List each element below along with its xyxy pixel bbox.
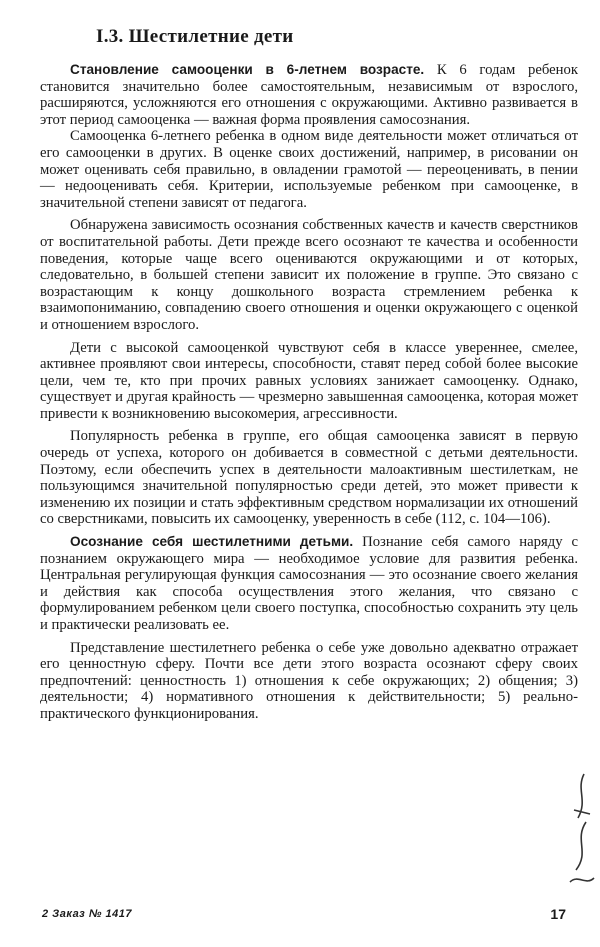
paragraph-7: Представление шестилетнего ребенка о себе уже довольно адекватно отражает его ценностную сферу. Почти все дети этого возраста осознают сферу своих предпочтений: ценностность 1) отношения к себе окружающих; 2) общения; 3) деятельности; 4) нормативного отношения к действительности; 5) реально-практического функционирования. bbox=[40, 639, 578, 722]
paragraph-5: Популярность ребенка в группе, его общая самооценка зависят в первую очередь от успеха, которого он добивается в совместной с детьми деятельности. Поэтому, если обеспечить успех в деятельности малоактивным шестилеткам, не пользующимся значительной популярностью среди детей, это может привести к изменению их позиции и стать эффективным средством нормализации их отношений со сверстниками, повысить их самооценку, уверенность в себе (112, с. 104—106). bbox=[40, 428, 578, 528]
document-page bbox=[40, 26, 578, 926]
paragraph-3: Обнаружена зависимость осознания собственных качеств и качеств сверстников от воспитательной работы. Дети прежде всего осознают те качества и особенности поведения, которые чаще всего оцениваются окружающими и от которых, следовательно, в большей степени зависит их положение в группе. Это связано с возрастающим к концу дошкольного возраста стремлением ребенка к взаимопониманию, совпадению своего отношения и оценки окружающего с оценкой и отношением взрослого. bbox=[40, 217, 578, 333]
runin-heading-1: Становление самооценки в 6-летнем возрасте. bbox=[70, 62, 425, 77]
paragraph-6-text: Познание себя самого наряду с познанием окружающего мира — необходимое условие для развития ребенка. Центральная регулирующая функция самосознания — это осознание своего желания и действия как способа осуществления этого желания, что связано с формулированием ребенком цели своего поступка, способностью сохранить эту цель и практически реализовать ее. bbox=[40, 534, 578, 633]
paragraph-1-text: К 6 годам ребенок становится значительно более самостоятельным, независимым от взрослого, расширяются, усложняются его отношения с окружающими. Активно развивается в этот период самооценка — важная форма проявления самосознания. bbox=[40, 62, 578, 128]
paragraph-4: Дети с высокой самооценкой чувствуют себя в классе увереннее, смелее, активнее проявляют свои интересы, способности, ставят перед собой более высокие цели, чем те, кто при прочих равных условиях занижает самооценку. Однако, существует и другая крайность — чрезмерно завышенная самооценка, которая может привести к возникновению высокомерия, агрессивности. bbox=[40, 339, 578, 422]
paragraph-6 bbox=[40, 534, 578, 634]
paragraph-1 bbox=[40, 62, 578, 128]
runin-heading-2: Осознание себя шестилетними детьми. bbox=[70, 534, 354, 550]
page-number: 17 bbox=[550, 906, 566, 922]
paragraph-2: Самооценка 6-летнего ребенка в одном виде деятельности может отличаться от его самооценки в других. В оценке своих достижений, например, в рисовании он может оценивать себя правильно, в овладении грамотой — переоценивать, в пении — недооценивать себя. Критерии, используемые ребенком при самооценке, в значительной степени зависят от педагога. bbox=[40, 128, 578, 211]
handwritten-margin-mark bbox=[566, 770, 596, 890]
print-order-note: 2 Заказ № 1417 bbox=[42, 908, 132, 920]
section-heading: I.3. Шестилетние дети bbox=[96, 26, 294, 47]
